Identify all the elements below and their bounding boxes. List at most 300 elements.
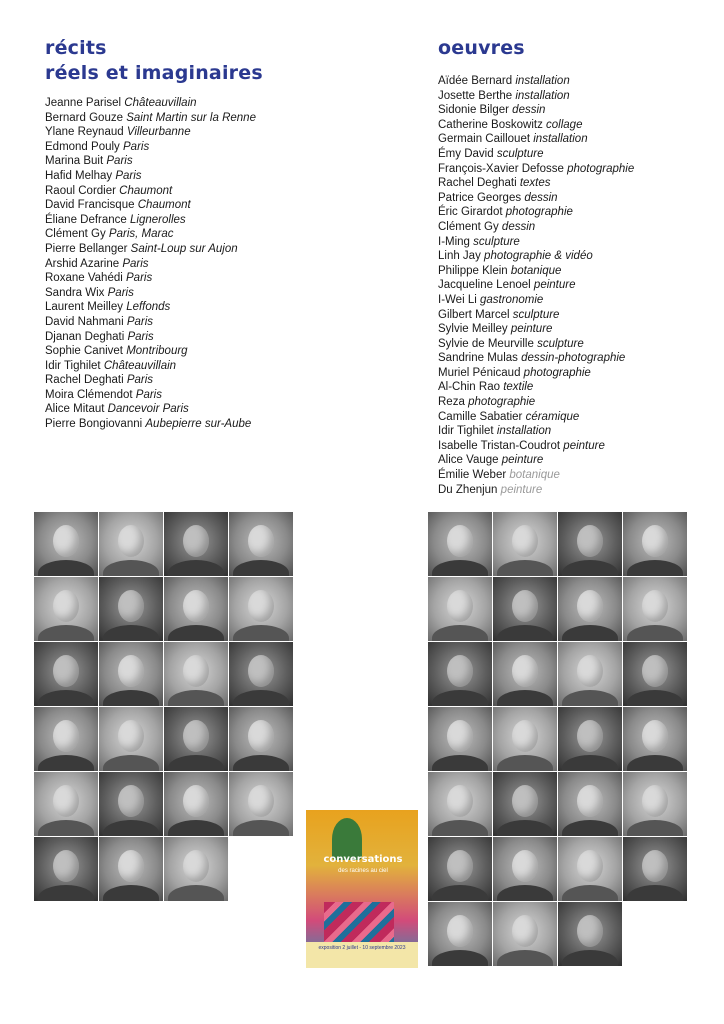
person-place: Paris bbox=[115, 169, 142, 182]
poster-title: conversations bbox=[323, 854, 403, 865]
portrait-photo bbox=[623, 707, 687, 771]
portrait-shoulders bbox=[497, 625, 553, 641]
portrait-photo bbox=[493, 902, 557, 966]
poster-subtitle: des racines au ciel bbox=[338, 868, 388, 874]
person-name: Hafid Melhay bbox=[45, 169, 113, 182]
list-item bbox=[438, 293, 718, 308]
artist-discipline: textile bbox=[503, 381, 534, 394]
portrait-shoulders bbox=[432, 625, 488, 641]
list-item bbox=[45, 373, 375, 388]
portrait-photo bbox=[164, 642, 228, 706]
person-name: Josette Berthe bbox=[438, 89, 513, 102]
portrait-shoulders bbox=[233, 560, 289, 576]
person-name: Sylvie de Meurville bbox=[438, 337, 534, 350]
portrait-shoulders bbox=[103, 885, 159, 901]
portrait-photo bbox=[164, 577, 228, 641]
artist-discipline: peinture bbox=[501, 454, 544, 467]
portrait-photo bbox=[34, 577, 98, 641]
portrait-shoulders bbox=[562, 755, 618, 771]
artist-discipline: peinture bbox=[500, 483, 543, 496]
oeuvres-title: oeuvres bbox=[438, 37, 525, 59]
portrait-photo bbox=[229, 642, 293, 706]
list-item bbox=[438, 278, 718, 293]
portrait-head bbox=[53, 720, 79, 752]
artist-discipline: sculpture bbox=[496, 147, 544, 160]
portrait-photo bbox=[493, 642, 557, 706]
portrait-shoulders bbox=[103, 625, 159, 641]
person-place: Aubepierre sur-Aube bbox=[145, 418, 252, 431]
portrait-head bbox=[642, 850, 668, 882]
list-item bbox=[438, 439, 718, 454]
list-item bbox=[438, 205, 718, 220]
artist-discipline: peinture bbox=[533, 279, 576, 292]
person-place: Paris bbox=[135, 388, 162, 401]
person-name: Ylane Reynaud bbox=[45, 126, 124, 139]
portrait-head bbox=[447, 915, 473, 947]
portrait-photo bbox=[623, 512, 687, 576]
artist-discipline: installation bbox=[515, 89, 570, 102]
recits-subtitle: réels et imaginaires bbox=[45, 62, 263, 84]
list-item bbox=[45, 359, 375, 374]
portrait-shoulders bbox=[38, 690, 94, 706]
portrait-head bbox=[642, 525, 668, 557]
artist-discipline: collage bbox=[546, 118, 583, 131]
person-place: Paris bbox=[126, 315, 154, 328]
person-name: Du Zhenjun bbox=[438, 483, 498, 496]
person-name: Idir Tighilet bbox=[45, 359, 101, 372]
portrait-head bbox=[447, 785, 473, 817]
portrait-shoulders bbox=[168, 690, 224, 706]
portrait-shoulders bbox=[627, 560, 683, 576]
portrait-photo bbox=[623, 577, 687, 641]
oeuvres-column bbox=[438, 36, 718, 497]
person-name: Moira Clémendot bbox=[45, 388, 133, 401]
person-place: Châteauvillain bbox=[124, 97, 197, 109]
portrait-shoulders bbox=[432, 950, 488, 966]
portrait-head bbox=[512, 655, 538, 687]
portrait-head bbox=[183, 655, 209, 687]
person-place: Paris bbox=[123, 140, 150, 153]
portrait-shoulders bbox=[168, 755, 224, 771]
person-place: Lignerolles bbox=[130, 213, 186, 226]
poster-stairs-pattern bbox=[324, 902, 394, 942]
portrait-photo bbox=[558, 512, 622, 576]
person-name: Gilbert Marcel bbox=[438, 308, 510, 321]
artist-discipline: photographie & vidéo bbox=[484, 250, 593, 263]
list-item bbox=[438, 424, 718, 439]
person-name: Edmond Pouly bbox=[45, 140, 120, 153]
portrait-shoulders bbox=[497, 885, 553, 901]
portrait-shoulders bbox=[432, 690, 488, 706]
portrait-shoulders bbox=[627, 625, 683, 641]
person-place: Villeurbanne bbox=[126, 126, 191, 139]
portrait-head bbox=[447, 655, 473, 687]
portrait-head bbox=[512, 720, 538, 752]
list-item bbox=[438, 453, 718, 468]
portrait-photo bbox=[34, 512, 98, 576]
portrait-photo bbox=[164, 837, 228, 901]
portrait-head bbox=[183, 785, 209, 817]
portrait-photo bbox=[558, 902, 622, 966]
portrait-head bbox=[512, 525, 538, 557]
portrait-shoulders bbox=[103, 755, 159, 771]
portrait-photo bbox=[229, 512, 293, 576]
portrait-shoulders bbox=[38, 625, 94, 641]
person-place: Paris, Marac bbox=[108, 228, 174, 241]
list-item bbox=[438, 220, 718, 235]
person-place: Paris bbox=[126, 272, 153, 285]
portrait-photo bbox=[558, 707, 622, 771]
portrait-head bbox=[118, 525, 144, 557]
portrait-head bbox=[642, 590, 668, 622]
person-name: Djanan Deghati bbox=[45, 330, 125, 343]
recits-column bbox=[45, 36, 375, 432]
artist-discipline: installation bbox=[515, 75, 570, 87]
portrait-shoulders bbox=[103, 820, 159, 836]
person-name: Pierre Bellanger bbox=[45, 242, 128, 255]
portrait-photo bbox=[558, 837, 622, 901]
artist-discipline: céramique bbox=[525, 410, 580, 423]
portrait-head bbox=[118, 785, 144, 817]
person-place: Montribourg bbox=[126, 345, 188, 358]
person-name: Éric Girardot bbox=[438, 206, 503, 219]
portrait-photo bbox=[428, 642, 492, 706]
person-name: Émilie Weber bbox=[438, 469, 507, 482]
portrait-shoulders bbox=[38, 820, 94, 836]
portrait-photo bbox=[493, 837, 557, 901]
portrait-photo bbox=[623, 772, 687, 836]
portrait-head bbox=[577, 525, 603, 557]
portrait-shoulders bbox=[233, 625, 289, 641]
portrait-head bbox=[642, 655, 668, 687]
list-item bbox=[45, 330, 375, 345]
portrait-photo bbox=[428, 837, 492, 901]
person-name: Sandrine Mulas bbox=[438, 352, 518, 365]
portrait-head bbox=[577, 590, 603, 622]
portrait-shoulders bbox=[432, 820, 488, 836]
list-item bbox=[438, 395, 718, 410]
portrait-head bbox=[183, 590, 209, 622]
list-item bbox=[45, 257, 375, 272]
artist-discipline: installation bbox=[496, 425, 552, 438]
person-name: Patrice Georges bbox=[438, 191, 522, 204]
person-place: Saint Martin sur la Renne bbox=[126, 111, 256, 124]
list-item bbox=[438, 380, 718, 395]
portrait-head bbox=[642, 785, 668, 817]
portrait-head bbox=[447, 850, 473, 882]
person-name: David Nahmani bbox=[45, 315, 124, 328]
artist-discipline: photographie bbox=[523, 366, 591, 379]
portrait-photo bbox=[428, 902, 492, 966]
portrait-shoulders bbox=[562, 950, 618, 966]
portrait-head bbox=[118, 655, 144, 687]
recits-title: récits bbox=[45, 37, 107, 59]
artist-discipline: sculpture bbox=[537, 337, 584, 350]
list-item bbox=[438, 366, 718, 381]
portrait-shoulders bbox=[497, 755, 553, 771]
portrait-photo bbox=[428, 707, 492, 771]
portrait-shoulders bbox=[168, 560, 224, 576]
portrait-head bbox=[53, 590, 79, 622]
artist-discipline: photographie bbox=[468, 396, 536, 409]
recits-portrait-grid bbox=[34, 512, 293, 901]
list-item bbox=[438, 249, 718, 264]
list-item bbox=[45, 300, 375, 315]
portrait-head bbox=[53, 525, 79, 557]
person-name: Reza bbox=[438, 396, 465, 409]
person-name: Sophie Canivet bbox=[45, 345, 123, 358]
artist-discipline: sculpture bbox=[473, 235, 520, 248]
list-item bbox=[45, 154, 375, 169]
list-item bbox=[438, 74, 718, 89]
person-place: Paris bbox=[127, 330, 154, 343]
list-item bbox=[438, 132, 718, 147]
list-item bbox=[45, 125, 375, 140]
portrait-photo bbox=[99, 772, 163, 836]
portrait-photo bbox=[229, 707, 293, 771]
list-item bbox=[438, 162, 718, 177]
portrait-photo bbox=[34, 837, 98, 901]
person-name: Linh Jay bbox=[438, 250, 481, 263]
portrait-photo bbox=[558, 577, 622, 641]
exhibition-poster bbox=[306, 810, 418, 968]
portrait-shoulders bbox=[627, 885, 683, 901]
person-name: Rachel Deghati bbox=[45, 374, 124, 387]
portrait-photo bbox=[99, 707, 163, 771]
portrait-shoulders bbox=[233, 755, 289, 771]
portrait-photo bbox=[34, 707, 98, 771]
portrait-head bbox=[447, 525, 473, 557]
list-item bbox=[45, 286, 375, 301]
portrait-head bbox=[512, 590, 538, 622]
list-item bbox=[45, 417, 375, 432]
portrait-head bbox=[642, 720, 668, 752]
oeuvres-list bbox=[438, 74, 718, 497]
portrait-photo bbox=[623, 642, 687, 706]
portrait-head bbox=[447, 720, 473, 752]
portrait-photo bbox=[229, 772, 293, 836]
list-item bbox=[45, 198, 375, 213]
list-item bbox=[438, 147, 718, 162]
person-name: Al-Chin Rao bbox=[438, 381, 500, 394]
person-name: Philippe Klein bbox=[438, 264, 508, 277]
artist-discipline: dessin bbox=[512, 104, 546, 117]
person-name: Sidonie Bilger bbox=[438, 104, 509, 117]
list-item bbox=[45, 111, 375, 126]
portrait-head bbox=[577, 720, 603, 752]
person-name: Jacqueline Lenoel bbox=[438, 279, 531, 292]
portrait-shoulders bbox=[562, 560, 618, 576]
portrait-head bbox=[447, 590, 473, 622]
portrait-photo bbox=[623, 837, 687, 901]
portrait-photo bbox=[99, 577, 163, 641]
portrait-shoulders bbox=[627, 755, 683, 771]
person-name: François-Xavier Defosse bbox=[438, 162, 564, 175]
portrait-photo bbox=[558, 642, 622, 706]
portrait-shoulders bbox=[233, 690, 289, 706]
portrait-head bbox=[512, 915, 538, 947]
portrait-shoulders bbox=[497, 820, 553, 836]
portrait-head bbox=[53, 655, 79, 687]
portrait-shoulders bbox=[432, 560, 488, 576]
person-name: Arshid Azarine bbox=[45, 257, 120, 270]
list-item bbox=[438, 468, 718, 483]
person-name: Aïdée Bernard bbox=[438, 75, 513, 87]
person-name: Bernard Gouze bbox=[45, 111, 123, 124]
person-name: Marina Buit bbox=[45, 155, 104, 168]
artist-discipline: dessin bbox=[501, 220, 536, 233]
portrait-head bbox=[512, 850, 538, 882]
list-item bbox=[45, 227, 375, 242]
portrait-photo bbox=[493, 707, 557, 771]
portrait-head bbox=[248, 655, 274, 687]
list-item bbox=[438, 176, 718, 191]
portrait-photo bbox=[558, 772, 622, 836]
portrait-head bbox=[183, 525, 209, 557]
artist-discipline: photographie bbox=[505, 206, 573, 219]
portrait-shoulders bbox=[497, 560, 553, 576]
artist-discipline: dessin-photographie bbox=[521, 352, 626, 365]
portrait-head bbox=[183, 720, 209, 752]
portrait-shoulders bbox=[562, 820, 618, 836]
list-item bbox=[438, 264, 718, 279]
list-item bbox=[45, 184, 375, 199]
portrait-shoulders bbox=[168, 820, 224, 836]
person-name: Camille Sabatier bbox=[438, 410, 523, 423]
person-place: Paris bbox=[106, 155, 133, 168]
portrait-photo bbox=[34, 642, 98, 706]
artist-discipline: botanique bbox=[509, 469, 560, 482]
artist-discipline: gastronomie bbox=[479, 293, 544, 306]
portrait-head bbox=[577, 785, 603, 817]
list-item bbox=[45, 315, 375, 330]
portrait-photo bbox=[493, 512, 557, 576]
portrait-shoulders bbox=[103, 690, 159, 706]
portrait-shoulders bbox=[103, 560, 159, 576]
portrait-photo bbox=[99, 512, 163, 576]
portrait-shoulders bbox=[38, 755, 94, 771]
artist-discipline: peinture bbox=[510, 323, 553, 336]
list-item bbox=[438, 103, 718, 118]
portrait-shoulders bbox=[168, 625, 224, 641]
person-name: Isabelle Tristan-Coudrot bbox=[438, 439, 561, 452]
person-name: David Francisque bbox=[45, 199, 135, 212]
person-place: Paris bbox=[126, 374, 154, 387]
list-item bbox=[45, 344, 375, 359]
list-item bbox=[438, 322, 718, 337]
artist-discipline: photographie bbox=[567, 162, 635, 175]
portrait-shoulders bbox=[497, 690, 553, 706]
portrait-shoulders bbox=[562, 690, 618, 706]
list-item bbox=[45, 388, 375, 403]
person-name: Idir Tighilet bbox=[438, 425, 494, 438]
list-item bbox=[45, 271, 375, 286]
person-name: Germain Caillouet bbox=[438, 133, 531, 146]
portrait-shoulders bbox=[38, 885, 94, 901]
person-place: Paris bbox=[107, 286, 134, 299]
portrait-head bbox=[577, 655, 603, 687]
person-name: I-Ming bbox=[438, 235, 470, 248]
person-name: Clément Gy bbox=[45, 228, 106, 241]
person-name: Rachel Deghati bbox=[438, 177, 517, 190]
portrait-shoulders bbox=[432, 755, 488, 771]
portrait-shoulders bbox=[627, 820, 683, 836]
portrait-head bbox=[53, 850, 79, 882]
portrait-head bbox=[183, 850, 209, 882]
list-item bbox=[45, 140, 375, 155]
list-item bbox=[438, 351, 718, 366]
portrait-head bbox=[512, 785, 538, 817]
portrait-photo bbox=[99, 642, 163, 706]
person-name: Pierre Bongiovanni bbox=[45, 418, 143, 431]
list-item bbox=[45, 96, 375, 111]
artist-discipline: dessin bbox=[524, 191, 558, 204]
person-name: Alice Mitaut bbox=[45, 403, 105, 416]
portrait-head bbox=[118, 590, 144, 622]
portrait-shoulders bbox=[38, 560, 94, 576]
list-item bbox=[438, 308, 718, 323]
portrait-photo bbox=[164, 707, 228, 771]
portrait-shoulders bbox=[233, 820, 289, 836]
artist-discipline: sculpture bbox=[512, 308, 560, 321]
person-place: Dancevoir Paris bbox=[107, 403, 189, 416]
portrait-photo bbox=[164, 512, 228, 576]
portrait-head bbox=[248, 590, 274, 622]
person-place: Leffonds bbox=[126, 301, 171, 314]
person-place: Saint-Loup sur Aujon bbox=[130, 242, 238, 255]
artist-discipline: peinture bbox=[563, 439, 605, 452]
portrait-photo bbox=[428, 512, 492, 576]
person-name: Raoul Cordier bbox=[45, 184, 116, 197]
list-item bbox=[45, 242, 375, 257]
portrait-head bbox=[248, 720, 274, 752]
list-item bbox=[45, 402, 375, 417]
portrait-head bbox=[118, 720, 144, 752]
poster-dates: exposition 2 juillet - 10 septembre 2023 bbox=[318, 945, 406, 951]
list-item bbox=[45, 169, 375, 184]
person-name: Muriel Pénicaud bbox=[438, 366, 521, 379]
list-item bbox=[438, 483, 718, 498]
portrait-shoulders bbox=[432, 885, 488, 901]
person-name: Éliane Defrance bbox=[45, 213, 127, 226]
list-item bbox=[45, 213, 375, 228]
oeuvres-portrait-grid bbox=[428, 512, 687, 966]
list-item bbox=[438, 337, 718, 352]
person-name: Jeanne Parisel bbox=[45, 97, 122, 109]
portrait-head bbox=[248, 785, 274, 817]
portrait-shoulders bbox=[562, 625, 618, 641]
portrait-photo bbox=[428, 577, 492, 641]
portrait-head bbox=[248, 525, 274, 557]
person-place: Chaumont bbox=[137, 199, 191, 212]
person-place: Châteauvillain bbox=[103, 359, 177, 372]
portrait-photo bbox=[493, 577, 557, 641]
person-name: Émy David bbox=[438, 147, 494, 160]
person-name: Sylvie Meilley bbox=[438, 323, 508, 336]
portrait-photo bbox=[428, 772, 492, 836]
portrait-photo bbox=[99, 837, 163, 901]
list-item bbox=[438, 89, 718, 104]
portrait-head bbox=[577, 850, 603, 882]
list-item bbox=[438, 118, 718, 133]
person-name: Alice Vauge bbox=[438, 454, 499, 467]
portrait-shoulders bbox=[627, 690, 683, 706]
portrait-photo bbox=[229, 577, 293, 641]
artist-discipline: installation bbox=[533, 133, 588, 146]
list-item bbox=[438, 410, 718, 425]
portrait-shoulders bbox=[562, 885, 618, 901]
portrait-shoulders bbox=[497, 950, 553, 966]
